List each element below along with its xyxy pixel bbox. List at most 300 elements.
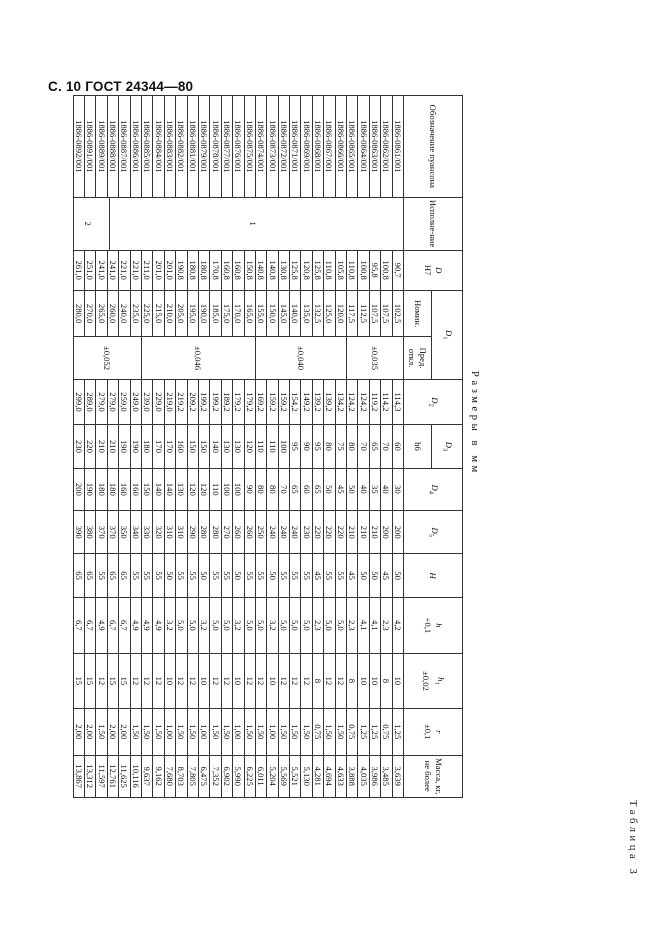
- cell-d: 251,0: [85, 250, 96, 290]
- cell-d3: 110: [267, 425, 278, 468]
- cell-designation: 1886-0875/001: [244, 96, 255, 198]
- cell-d: 130,8: [278, 250, 289, 290]
- cell-d5: 370: [107, 510, 118, 553]
- cell-d2: 209,2: [187, 379, 198, 425]
- cell-h1: 12: [255, 653, 266, 708]
- cell-d3: 90: [301, 425, 312, 468]
- cell-d3: 95: [312, 425, 323, 468]
- cell-d5: 260: [244, 510, 255, 553]
- cell-d1-tolerance: ±0,035: [347, 337, 404, 379]
- cell-d4: 110: [210, 468, 221, 510]
- header-d5: $D_5$: [404, 510, 463, 553]
- cell-d5: 320: [153, 510, 164, 553]
- cell-d2: 239,0: [142, 379, 153, 425]
- cell-mass: 5,130: [301, 755, 312, 797]
- cell-d: 180,8: [198, 250, 209, 290]
- header-d3-fit: h6: [404, 425, 432, 468]
- cell-d4: 60: [301, 468, 312, 510]
- cell-d5: 370: [96, 510, 107, 553]
- cell-h-big: 55: [96, 554, 107, 597]
- cell-d5: 220: [324, 510, 335, 553]
- cell-h-big: 55: [142, 554, 153, 597]
- cell-h-big: 55: [130, 554, 141, 597]
- cell-d: 221,0: [119, 250, 130, 290]
- cell-d4: 160: [119, 468, 130, 510]
- cell-d: 201,0: [153, 250, 164, 290]
- cell-d1-nominal: 117,5: [347, 290, 358, 337]
- cell-d1-nominal: 270,0: [85, 290, 96, 337]
- cell-d1-nominal: 260,0: [107, 290, 118, 337]
- cell-h: 4,1: [358, 597, 369, 653]
- cell-d2: 114,3: [392, 379, 403, 425]
- cell-d1-nominal: 170,0: [233, 290, 244, 337]
- cell-designation: 1886-0879/001: [198, 96, 209, 198]
- cell-d2: 119,2: [369, 379, 380, 425]
- cell-d1-nominal: 210,0: [164, 290, 175, 337]
- cell-h: 6,7: [119, 597, 130, 653]
- cell-d4: 65: [290, 468, 301, 510]
- cell-mass: 6,011: [255, 755, 266, 797]
- cell-d2: 249,0: [130, 379, 141, 425]
- cell-r: 1,50: [96, 708, 107, 755]
- cell-h-big: 65: [85, 554, 96, 597]
- cell-designation: 1886-0863/001: [369, 96, 380, 198]
- cell-d5: 310: [176, 510, 187, 553]
- cell-d5: 290: [187, 510, 198, 553]
- cell-d2: 179,2: [244, 379, 255, 425]
- cell-r: 1,50: [244, 708, 255, 755]
- cell-d3: 150: [198, 425, 209, 468]
- cell-h: 3,2: [164, 597, 175, 653]
- cell-d5: 210: [347, 510, 358, 553]
- dimensions-table: [73, 95, 463, 843]
- cell-d2: 169,2: [255, 379, 266, 425]
- cell-d1-nominal: 215,0: [153, 290, 164, 337]
- cell-d2: 159,2: [267, 379, 278, 425]
- header-mass: Масса, кг, не более: [404, 755, 463, 797]
- cell-d5: 200: [392, 510, 403, 553]
- cell-d4: 45: [335, 468, 346, 510]
- cell-h-big: 65: [119, 554, 130, 597]
- cell-h: 5,0: [210, 597, 221, 653]
- cell-r: 1,50: [255, 708, 266, 755]
- cell-d: 100,8: [381, 250, 392, 290]
- cell-d2: 219,2: [176, 379, 187, 425]
- cell-mass: 4,694: [324, 755, 335, 797]
- cell-d2: 149,2: [301, 379, 312, 425]
- cell-designation: 1886-0886/001: [130, 96, 141, 198]
- header-d1-tolerance: Пред. откл.: [404, 337, 432, 379]
- header-d: D H7: [404, 250, 463, 290]
- cell-mass: 8,703: [176, 755, 187, 797]
- cell-mass: 5,521: [290, 755, 301, 797]
- cell-d: 125,8: [290, 250, 301, 290]
- cell-d4: 40: [381, 468, 392, 510]
- cell-h1: 8: [381, 653, 392, 708]
- cell-mass: 7,805: [187, 755, 198, 797]
- cell-r: 1,50: [278, 708, 289, 755]
- cell-d2: 159,2: [278, 379, 289, 425]
- cell-r: 1,50: [176, 708, 187, 755]
- cell-h-big: 45: [312, 554, 323, 597]
- cell-d: 150,8: [244, 250, 255, 290]
- cell-r: 1,50: [221, 708, 232, 755]
- cell-d4: 140: [153, 468, 164, 510]
- cell-mass: 12,761: [107, 755, 118, 797]
- cell-h: 4,9: [130, 597, 141, 653]
- cell-d1-nominal: 150,0: [267, 290, 278, 337]
- cell-h1: 10: [198, 653, 209, 708]
- cell-d1-tolerance: ±0,052: [73, 337, 141, 379]
- cell-h-big: 55: [335, 554, 346, 597]
- cell-h1: 15: [73, 653, 84, 708]
- cell-h1: 15: [107, 653, 118, 708]
- header-d1-nominal: Номин.: [404, 290, 432, 337]
- cell-d2: 139,2: [312, 379, 323, 425]
- cell-d4: 180: [107, 468, 118, 510]
- cell-h1: 12: [278, 653, 289, 708]
- cell-designation: 1886-0889/001: [96, 96, 107, 198]
- cell-h-big: 55: [278, 554, 289, 597]
- cell-designation: 1886-0888/001: [107, 96, 118, 198]
- cell-h-big: 50: [267, 554, 278, 597]
- cell-h: 4,9: [142, 597, 153, 653]
- cell-r: 1,50: [324, 708, 335, 755]
- cell-d2: 154,2: [290, 379, 301, 425]
- cell-h-big: 50: [233, 554, 244, 597]
- cell-d5: 280: [210, 510, 221, 553]
- cell-h-big: 55: [153, 554, 164, 597]
- cell-d2: 124,2: [358, 379, 369, 425]
- cell-mass: 3,639: [392, 755, 403, 797]
- cell-mass: 5,990: [233, 755, 244, 797]
- cell-d3: 170: [164, 425, 175, 468]
- cell-d3: 120: [244, 425, 255, 468]
- cell-h1: 15: [85, 653, 96, 708]
- cell-h-big: 55: [187, 554, 198, 597]
- units-caption: Размеры в мм: [469, 371, 480, 476]
- cell-h1: 8: [312, 653, 323, 708]
- header-r: r ±0,1: [404, 708, 463, 755]
- cell-h: 5,0: [335, 597, 346, 653]
- cell-d3: 170: [153, 425, 164, 468]
- cell-d4: 130: [176, 468, 187, 510]
- cell-mass: 6,902: [221, 755, 232, 797]
- cell-d4: 50: [324, 468, 335, 510]
- cell-designation: 1886-0864/001: [358, 96, 369, 198]
- cell-d: 125,8: [312, 250, 323, 290]
- cell-designation: 1886-0866/001: [335, 96, 346, 198]
- cell-d: 170,8: [210, 250, 221, 290]
- cell-d4: 70: [278, 468, 289, 510]
- cell-mass: 5,204: [267, 755, 278, 797]
- cell-r: 1,00: [267, 708, 278, 755]
- cell-d5: 310: [164, 510, 175, 553]
- cell-d3: 220: [85, 425, 96, 468]
- cell-d3: 75: [335, 425, 346, 468]
- cell-r: 0,75: [347, 708, 358, 755]
- cell-h-big: 50: [164, 554, 175, 597]
- cell-mass: 7,352: [210, 755, 221, 797]
- cell-h-big: 50: [369, 554, 380, 597]
- cell-h: 3,2: [267, 597, 278, 653]
- cell-r: 1,50: [210, 708, 221, 755]
- cell-d4: 140: [164, 468, 175, 510]
- cell-r: 1,50: [153, 708, 164, 755]
- cell-d: 110,8: [347, 250, 358, 290]
- cell-r: 1,25: [358, 708, 369, 755]
- cell-d5: 280: [198, 510, 209, 553]
- cell-designation: 1886-0865/001: [347, 96, 358, 198]
- cell-h1: 10: [369, 653, 380, 708]
- cell-h-big: 45: [381, 554, 392, 597]
- cell-d: 100,8: [358, 250, 369, 290]
- cell-d: 120,8: [301, 250, 312, 290]
- cell-d1-nominal: 190,0: [198, 290, 209, 337]
- cell-h1: 12: [335, 653, 346, 708]
- cell-designation: 1886-0883/001: [164, 96, 175, 198]
- cell-h: 5,0: [278, 597, 289, 653]
- cell-d: 110,8: [324, 250, 335, 290]
- cell-r: 1,50: [335, 708, 346, 755]
- cell-d3: 70: [381, 425, 392, 468]
- cell-designation: 1886-0881/001: [187, 96, 198, 198]
- cell-r: 1,50: [301, 708, 312, 755]
- cell-h-big: 55: [301, 554, 312, 597]
- cell-d1-nominal: 165,0: [244, 290, 255, 337]
- cell-d3: 210: [96, 425, 107, 468]
- cell-d5: 220: [335, 510, 346, 553]
- cell-d3: 80: [347, 425, 358, 468]
- cell-d1-nominal: 125,0: [324, 290, 335, 337]
- cell-d3: 130: [233, 425, 244, 468]
- cell-h1: 12: [324, 653, 335, 708]
- cell-d4: 160: [130, 468, 141, 510]
- cell-h1: 12: [130, 653, 141, 708]
- cell-d1-tolerance: ±0,040: [255, 337, 346, 379]
- cell-d3: 140: [210, 425, 221, 468]
- cell-h: 5,0: [324, 597, 335, 653]
- cell-d4: 80: [255, 468, 266, 510]
- cell-h: 3,2: [233, 597, 244, 653]
- cell-h: 3,2: [198, 597, 209, 653]
- cell-h1: 10: [358, 653, 369, 708]
- cell-d3: 70: [358, 425, 369, 468]
- cell-h: 6,7: [85, 597, 96, 653]
- cell-d3: 190: [119, 425, 130, 468]
- cell-h-big: 55: [290, 554, 301, 597]
- cell-designation: 1886-0862/001: [381, 96, 392, 198]
- cell-r: 1,25: [392, 708, 403, 755]
- header-d2: $D_2$: [404, 379, 463, 425]
- cell-designation: 1886-0884/001: [153, 96, 164, 198]
- cell-d: 140,8: [255, 250, 266, 290]
- cell-r: 2,00: [85, 708, 96, 755]
- cell-d3: 210: [107, 425, 118, 468]
- cell-d2: 134,2: [335, 379, 346, 425]
- cell-d: 241,0: [96, 250, 107, 290]
- cell-d5: 250: [255, 510, 266, 553]
- cell-d1-nominal: 195,0: [187, 290, 198, 337]
- cell-h1: 10: [392, 653, 403, 708]
- cell-r: 2,00: [107, 708, 118, 755]
- cell-d3: 190: [130, 425, 141, 468]
- cell-h-big: 55: [176, 554, 187, 597]
- cell-d5: 200: [381, 510, 392, 553]
- cell-r: 1,25: [369, 708, 380, 755]
- cell-designation: 1886-0885/001: [142, 96, 153, 198]
- cell-d5: 330: [142, 510, 153, 553]
- cell-d1-nominal: 107,5: [381, 290, 392, 337]
- table-row: [392, 96, 403, 844]
- cell-d: 90,7: [392, 250, 403, 290]
- cell-d2: 139,2: [324, 379, 335, 425]
- cell-h1: 12: [290, 653, 301, 708]
- cell-d2: 279,0: [107, 379, 118, 425]
- cell-d1-nominal: 107,5: [369, 290, 380, 337]
- cell-d: 241,0: [107, 250, 118, 290]
- cell-d3: 65: [369, 425, 380, 468]
- page-header: С. 10 ГОСТ 24344—80: [48, 79, 194, 94]
- cell-d4: 35: [369, 468, 380, 510]
- cell-mass: 11,625: [119, 755, 130, 797]
- cell-h1: 12: [153, 653, 164, 708]
- cell-h: 2,3: [312, 597, 323, 653]
- cell-d1-tolerance: ±0,046: [142, 337, 256, 379]
- cell-h1: 12: [244, 653, 255, 708]
- cell-d: 261,0: [73, 250, 84, 290]
- cell-designation: 1886-0871/001: [290, 96, 301, 198]
- cell-h1: 15: [119, 653, 130, 708]
- header-version: Исполне-ние: [404, 197, 463, 250]
- cell-d3: 180: [142, 425, 153, 468]
- cell-h: 5,0: [255, 597, 266, 653]
- cell-mass: 10,116: [130, 755, 141, 797]
- cell-d3: 130: [221, 425, 232, 468]
- header-d3: $D_3$: [432, 425, 463, 468]
- cell-d2: 114,2: [381, 379, 392, 425]
- cell-r: 1,00: [198, 708, 209, 755]
- cell-h: 5,0: [301, 597, 312, 653]
- cell-d4: 100: [233, 468, 244, 510]
- cell-d5: 380: [85, 510, 96, 553]
- cell-h1: 12: [301, 653, 312, 708]
- cell-h: 4,9: [153, 597, 164, 653]
- cell-h: 5,0: [290, 597, 301, 653]
- cell-mass: 3,986: [369, 755, 380, 797]
- cell-d1-nominal: 120,0: [335, 290, 346, 337]
- cell-d3: 100: [278, 425, 289, 468]
- cell-d4: 150: [142, 468, 153, 510]
- cell-designation: 1886-0877/001: [221, 96, 232, 198]
- cell-d4: 180: [96, 468, 107, 510]
- cell-d3: 230: [73, 425, 84, 468]
- cell-d1-nominal: 112,5: [358, 290, 369, 337]
- cell-mass: 4,281: [312, 755, 323, 797]
- cell-r: 0,75: [312, 708, 323, 755]
- header-h1: $h_1$ ±0,02: [404, 653, 463, 708]
- cell-h: 4,2: [392, 597, 403, 653]
- cell-h-big: 50: [198, 554, 209, 597]
- cell-mass: 13,312: [85, 755, 96, 797]
- cell-d2: 219,0: [164, 379, 175, 425]
- cell-designation: 1886-0861/001: [392, 96, 403, 198]
- header-h: h +0,1: [404, 597, 463, 653]
- cell-mass: 3,888: [347, 755, 358, 797]
- cell-h1: 12: [187, 653, 198, 708]
- cell-d4: 40: [358, 468, 369, 510]
- cell-mass: 9,637: [142, 755, 153, 797]
- cell-d2: 189,2: [221, 379, 232, 425]
- cell-d1-nominal: 135,0: [301, 290, 312, 337]
- version-1: 1: [248, 221, 259, 226]
- cell-d: 211,0: [142, 250, 153, 290]
- cell-h1: 10: [267, 653, 278, 708]
- cell-d5: 210: [358, 510, 369, 553]
- cell-d2: 299,0: [73, 379, 84, 425]
- cell-designation: 1886-0868/001: [312, 96, 323, 198]
- cell-d1-nominal: 140,0: [290, 290, 301, 337]
- cell-h: 5,0: [221, 597, 232, 653]
- cell-d: 105,8: [335, 250, 346, 290]
- cell-d1-nominal: 102,5: [392, 290, 403, 337]
- cell-d5: 240: [267, 510, 278, 553]
- cell-r: 1,50: [290, 708, 301, 755]
- cell-d4: 120: [187, 468, 198, 510]
- cell-d4: 90: [244, 468, 255, 510]
- cell-r: 0,75: [381, 708, 392, 755]
- cell-r: 1,50: [130, 708, 141, 755]
- cell-d2: 289,0: [85, 379, 96, 425]
- header-d4: $D_4$: [404, 468, 463, 510]
- version-divider: [109, 198, 110, 250]
- cell-h-big: 55: [244, 554, 255, 597]
- cell-d: 180,8: [187, 250, 198, 290]
- cell-designation: 1886-0869/001: [301, 96, 312, 198]
- cell-d1-nominal: 155,0: [255, 290, 266, 337]
- cell-d: 221,0: [130, 250, 141, 290]
- cell-d1-nominal: 240,0: [119, 290, 130, 337]
- cell-h: 6,7: [73, 597, 84, 653]
- cell-designation: 1886-0891/001: [85, 96, 96, 198]
- cell-designation: 1886-0867/001: [324, 96, 335, 198]
- cell-designation: 1886-0872/001: [278, 96, 289, 198]
- cell-mass: 6,475: [198, 755, 209, 797]
- cell-h: 2,3: [381, 597, 392, 653]
- cell-d3: 160: [176, 425, 187, 468]
- cell-d5: 240: [278, 510, 289, 553]
- cell-mass: 7,680: [164, 755, 175, 797]
- cell-d4: 100: [221, 468, 232, 510]
- cell-d: 140,8: [267, 250, 278, 290]
- cell-h: 5,0: [187, 597, 198, 653]
- cell-h-big: 55: [255, 554, 266, 597]
- cell-d2: 179,2: [233, 379, 244, 425]
- cell-d1-nominal: 145,0: [278, 290, 289, 337]
- cell-d: 190,8: [176, 250, 187, 290]
- cell-d4: 200: [73, 468, 84, 510]
- version-2: 2: [83, 221, 94, 226]
- cell-designation: 1886-0878/001: [210, 96, 221, 198]
- rotated-table-area: [73, 95, 639, 878]
- header-d1: $D_1$: [432, 290, 463, 379]
- cell-designation: 1886-0892/001: [73, 96, 84, 198]
- cell-d4: 65: [312, 468, 323, 510]
- cell-mass: 11,597: [96, 755, 107, 797]
- cell-mass: 5,569: [278, 755, 289, 797]
- cell-mass: 9,162: [153, 755, 164, 797]
- cell-designation: 1886-0874/001: [255, 96, 266, 198]
